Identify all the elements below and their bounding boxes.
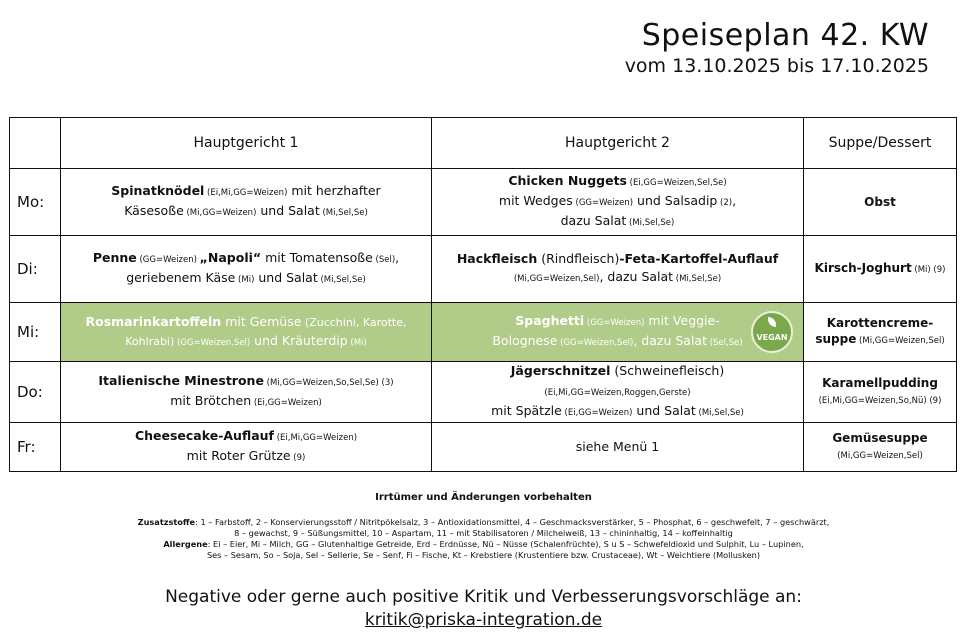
allergen-codes: (GG=Weizen)	[584, 318, 645, 328]
allergen-codes: (Mi,Sel,Se)	[626, 218, 675, 228]
allergen-codes: (2)	[717, 198, 733, 208]
header-row	[10, 118, 957, 169]
additives-line-2: 8 – gewachst, 9 – Süßungsmittel, 10 – Aspartam, 11 – mit Stabilisatoren / Milcheiweiß, 13 – chininhaltig, 14 – koffeinhaltig	[234, 528, 733, 538]
dish-text: mit Roter Grütze	[186, 448, 291, 463]
allergens-line-1	[0, 539, 967, 550]
date-range: vom 13.10.2025 bis 17.10.2025	[624, 55, 929, 77]
dish-name: Chicken Nuggets	[508, 173, 627, 188]
allergens-line-2: Ses – Sesam, So – Soja, Sel – Sellerie, Se – Senf, Fi – Fische, Kt – Krebstiere (Krustentiere bzw. Crustaceae), Wt – Weichtiere (Mollusken)	[206, 550, 761, 560]
dish-text: mit Gemüse	[221, 313, 302, 329]
allergen-codes: (Ei,GG=Weizen)	[561, 408, 633, 418]
dish-name: Italienische Minestrone	[98, 373, 264, 388]
dish-text: und Salat	[256, 203, 320, 218]
allergen-codes: (Ei,Mi,GG=Weizen)	[274, 433, 358, 443]
day-row-wednesday	[10, 303, 957, 362]
dish-name: Kirsch-Joghurt	[814, 261, 912, 275]
dish-text: (Schweinefleisch)	[610, 363, 725, 378]
dish-soup	[804, 169, 957, 236]
dish-text: und Salat	[632, 403, 696, 418]
allergen-codes: (GG=Weizen)	[136, 255, 200, 265]
additives-line-1	[0, 517, 967, 528]
vegan-badge-label: VEGAN	[756, 333, 788, 342]
dish-name: Karamellpudding	[822, 376, 938, 390]
allergen-codes: (Mi,Sel,Se)	[317, 275, 366, 285]
dish-text: Bolognese	[492, 333, 558, 348]
vegan-badge-icon	[751, 311, 793, 353]
allergen-codes: (Mi,GG=Weizen,Sel)	[837, 451, 923, 461]
allergen-codes: (Mi)	[235, 275, 255, 285]
dish-name: Hackfleisch	[456, 251, 538, 266]
day-label: Mo:	[10, 169, 61, 236]
additives-text: : 1 – Farbstoff, 2 – Konservierungsstoff / Nitritpökelsalz, 3 – Antioxidationsmittel, 4 – Geschmacksverstärker, 5 – Phosphat, 6 – geschwefelt, 7 – geschwärzt,	[195, 517, 830, 527]
column-header-main1: Hauptgericht 1	[61, 118, 432, 169]
dish-main1	[61, 169, 432, 236]
allergen-codes: (Ei,Mi,GG=Weizen,Roggen,Gerste)	[544, 388, 691, 398]
allergen-codes: (Sel,Se)	[707, 338, 743, 348]
dish-main2	[432, 362, 804, 423]
day-row-friday	[10, 423, 957, 472]
page-header	[625, 18, 929, 78]
allergen-codes: (GG=Weizen,Sel)	[174, 337, 251, 348]
allergen-codes: (Mi,Sel,Se)	[695, 408, 744, 418]
day-label: Fr:	[10, 423, 61, 472]
feedback-text: Negative oder gerne auch positive Kritik und Verbesserungsvorschläge an:	[165, 587, 802, 607]
dish-soup	[804, 236, 957, 303]
feedback	[0, 586, 967, 632]
day-row-tuesday	[10, 236, 957, 303]
dish-soup	[804, 362, 957, 423]
dish-text: , dazu Salat	[633, 333, 707, 348]
dish-main1	[61, 236, 432, 303]
dish-name: -Feta-Kartoffel-Auflauf	[619, 251, 779, 266]
dish-name: Spinatknödel	[111, 183, 205, 198]
additives-label: Zusatzstoffe	[137, 517, 196, 527]
allergens-label: Allergene	[163, 539, 208, 549]
day-label: Mi:	[10, 303, 61, 362]
allergen-codes: (Ei,GG=Weizen)	[251, 398, 322, 408]
dish-text: (Rindfleisch)	[537, 251, 620, 266]
dish-text: und Kräuterdip	[250, 332, 348, 348]
day-label: Di:	[10, 236, 61, 303]
dish-text: mit Tomatensoße	[261, 250, 373, 265]
dish-detail: (Zucchini, Karotte,	[301, 315, 407, 329]
allergen-codes: (Ei,Mi,GG=Weizen,So,Nü) (9)	[818, 396, 942, 406]
dish-detail: Kohlrabi)	[125, 334, 175, 348]
dish-name: „Napoli“	[199, 250, 262, 265]
allergen-codes: (Mi) (9)	[911, 265, 946, 275]
dish-text: und Salat	[254, 270, 318, 285]
corner-cell	[10, 118, 61, 169]
dish-name: Jägerschnitzel	[510, 363, 611, 378]
page-title: Speiseplan 42. KW	[641, 18, 929, 53]
allergen-codes: (Mi,GG=Weizen)	[183, 208, 257, 218]
allergen-codes: (Mi,GG=Weizen,So,Sel,Se) (3)	[263, 378, 394, 388]
leaf-icon	[768, 317, 776, 327]
allergen-codes: (GG=Weizen)	[572, 198, 634, 208]
allergen-codes: (Ei,GG=Weizen,Sel,Se)	[626, 178, 727, 188]
day-row-thursday	[10, 362, 957, 423]
dish-soup	[804, 303, 957, 362]
dish-name: suppe	[815, 332, 857, 346]
dish-text	[492, 313, 742, 348]
allergen-codes: (Mi,Sel,Se)	[673, 274, 722, 284]
dish-main2	[432, 169, 804, 236]
day-row-monday	[10, 169, 957, 236]
allergen-codes: (Mi,GG=Weizen,Sel)	[513, 274, 600, 284]
dish-main2-highlighted	[432, 303, 804, 362]
dish-text: mit herzhafter	[287, 183, 381, 198]
dish-text: Käsesoße	[124, 203, 184, 218]
dish-text: siehe Menü 1	[575, 439, 660, 454]
dish-text: mit Spätzle	[491, 403, 562, 418]
column-header-main2: Hauptgericht 2	[432, 118, 804, 169]
dish-main2	[432, 423, 804, 472]
dish-text: , dazu Salat	[599, 269, 674, 284]
dish-main1	[61, 362, 432, 423]
dish-text: mit Brötchen	[170, 393, 252, 408]
dish-soup	[804, 423, 957, 472]
menu-table	[9, 117, 957, 472]
dish-text: geriebenem Käse	[126, 270, 236, 285]
allergen-codes: (Mi,Sel,Se)	[319, 208, 368, 218]
allergen-codes: (Ei,Mi,GG=Weizen)	[204, 188, 288, 198]
dish-main1-highlighted	[61, 303, 432, 362]
dish-name: Karottencreme-	[826, 316, 934, 330]
dish-text: ,	[732, 193, 737, 208]
dish-name: Rosmarinkartoffeln	[85, 313, 222, 329]
dish-name: Spaghetti	[515, 313, 585, 328]
allergen-codes: (Mi,GG=Weizen,Sel)	[856, 336, 945, 346]
column-header-soup: Suppe/Dessert	[804, 118, 957, 169]
dish-text: mit Veggie-	[644, 313, 720, 328]
dish-main1	[61, 423, 432, 472]
allergens-text: : Ei – Eier, Mi – Milch, GG – Glutenhaltige Getreide, Erd – Erdnüsse, Nü – Nüsse (Schalenfrüchte), S u S – Schwefeldioxid und Sulphit, Lu – Lupinen,	[207, 539, 804, 549]
disclaimer: Irrtümer und Änderungen vorbehalten	[375, 492, 592, 503]
allergen-codes: (GG=Weizen,Sel)	[557, 338, 634, 348]
dish-text: ,	[395, 250, 400, 265]
day-label: Do:	[10, 362, 61, 423]
allergen-codes: (Sel)	[372, 255, 396, 265]
dish-text: mit Wedges	[498, 193, 573, 208]
dish-text: und Salsadip	[633, 193, 718, 208]
dish-name: Gemüsesuppe	[832, 431, 928, 445]
dish-name: Cheesecake-Auflauf	[134, 428, 274, 443]
allergen-codes: (9)	[290, 453, 306, 463]
legend	[0, 517, 967, 561]
dish-main2	[432, 236, 804, 303]
dish-text: dazu Salat	[560, 213, 627, 228]
feedback-email-link[interactable]: kritik@priska-integration.de	[364, 610, 603, 630]
dish-name: Obst	[864, 195, 896, 209]
dish-name: Penne	[92, 250, 137, 265]
allergen-codes: (Mi)	[347, 337, 367, 348]
